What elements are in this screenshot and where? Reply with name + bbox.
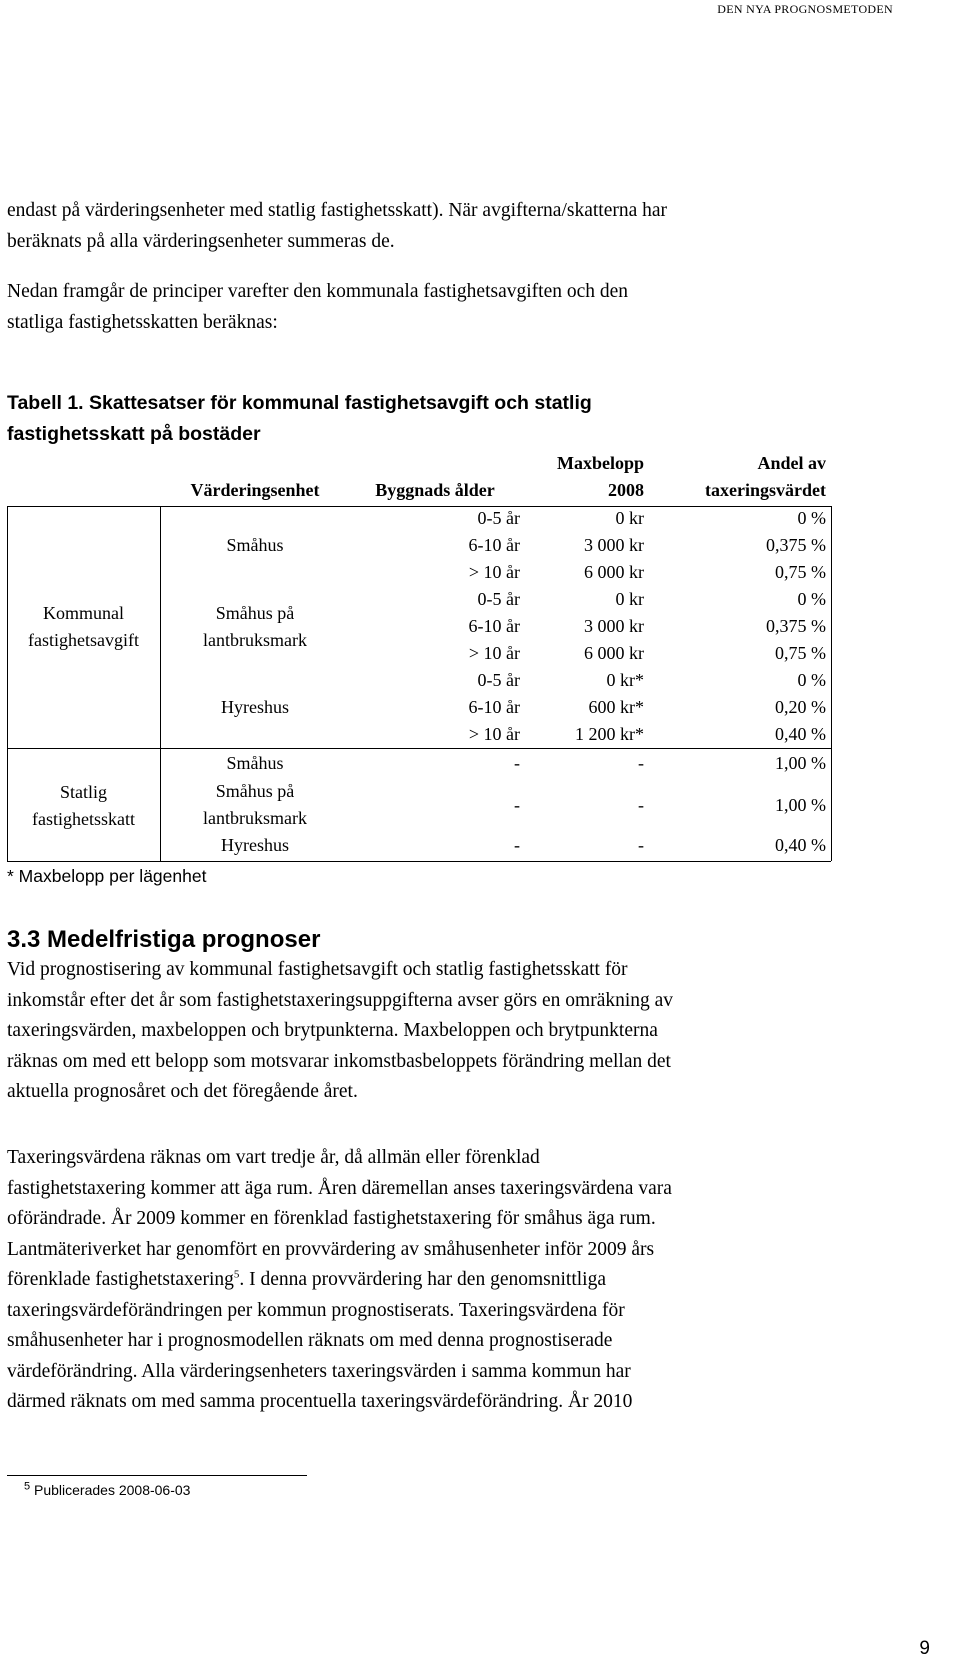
text-line: därmed räknats om med samma procentuella taxeringsvärdeförändring. År 2010: [7, 1391, 633, 1412]
cell-max: 3 000 kr: [584, 535, 644, 555]
footnote-reference: 5: [233, 1268, 240, 1281]
cell-share: 0 %: [797, 589, 826, 609]
text-line: värdeförändring. Alla värderingsenheters taxeringsvärden i samma kommun har: [7, 1360, 631, 1382]
text-line: [7, 1265, 827, 1296]
text-fragment: . I denna provvärdering har den genomsnittliga: [239, 1269, 606, 1290]
cell-max: 600 kr*: [588, 697, 644, 717]
cell-share: 0,75 %: [775, 643, 826, 663]
footnote-separator: [7, 1475, 307, 1476]
text-line: taxeringsvärden, maxbeloppen och brytpunkterna. Maxbeloppen och brytpunkterna: [7, 1020, 658, 1041]
table-right-border: [831, 506, 832, 861]
cell-share: 0,40 %: [775, 835, 826, 855]
cell-age: 0-5 år: [477, 508, 520, 528]
cell-share: 1,00 %: [775, 753, 826, 773]
header-age: Byggnads ålder: [375, 480, 495, 500]
text-line: Taxeringsvärdena räknas om vart tredje år, då allmän eller förenklad: [7, 1147, 540, 1168]
table-bottom-rule: [7, 861, 831, 862]
cell-max: -: [638, 795, 644, 815]
cell-max: 0 kr: [615, 589, 644, 609]
group-statlig-line1: Statlig: [59, 782, 107, 802]
header-share-line1: Andel av: [757, 453, 826, 473]
table-note: * Maxbelopp per lägenhet: [7, 866, 207, 886]
section-paragraph-1: [7, 955, 827, 1108]
text-line: fastighetstaxering kommer att äga rum. Åren däremellan anses taxeringsvärdena vara: [7, 1177, 672, 1199]
cell-share: 0 %: [797, 508, 826, 528]
unit-statlig-smahus-lantbruk-line1: Småhus på: [215, 781, 295, 801]
cell-max: 3 000 kr: [584, 616, 644, 636]
header-unit: Värderingsenhet: [190, 480, 320, 500]
cell-share: 0,75 %: [775, 562, 826, 582]
footnote-text: Publicerades 2008-06-03: [34, 1482, 191, 1498]
cell-share: 0 %: [797, 670, 826, 690]
cell-age: 0-5 år: [477, 670, 520, 690]
page-number: 9: [919, 1638, 930, 1659]
cell-age: 6-10 år: [468, 535, 520, 555]
group-statlig-line2: fastighetsskatt: [32, 809, 135, 829]
cell-share: 0,375 %: [766, 616, 826, 636]
group-separator: [7, 748, 831, 749]
unit-smahus-lantbruk-line1: Småhus på: [215, 603, 295, 623]
unit-smahus-lantbruk-line2: lantbruksmark: [203, 630, 307, 650]
header-max-line1: Maxbelopp: [556, 453, 644, 473]
cell-age: > 10 år: [468, 562, 520, 582]
cell-age: 6-10 år: [468, 697, 520, 717]
unit-hyreshus: Hyreshus: [221, 697, 289, 717]
cell-share: 0,375 %: [766, 535, 826, 555]
cell-share: 0,40 %: [775, 724, 826, 744]
text-line: beräknats på alla värderingsenheter summeras de.: [7, 230, 395, 252]
text-line: Nedan framgår de principer varefter den kommunala fastighetsavgiften och den: [7, 281, 629, 302]
cell-age: -: [514, 795, 520, 815]
text-line: småhusenheter har i prognosmodellen räknats om med denna prognostiserade: [7, 1330, 613, 1351]
table-title-line: Tabell 1. Skattesatser för kommunal fastighetsavgift och statlig: [7, 392, 592, 414]
group-kommunal-line1: Kommunal: [43, 603, 124, 623]
section-heading: 3.3 Medelfristiga prognoser: [7, 926, 321, 953]
text-line: Vid prognostisering av kommunal fastighetsavgift och statlig fastighetsskatt för: [7, 959, 628, 980]
cell-age: 6-10 år: [468, 616, 520, 636]
footnote: [24, 1482, 190, 1498]
cell-max: -: [638, 835, 644, 855]
cell-share: 1,00 %: [775, 795, 826, 815]
unit-statlig-smahus: Småhus: [226, 753, 284, 773]
text-line: räknas om med ett belopp som motsvarar inkomstbasbeloppets förändring mellan det: [7, 1050, 671, 1072]
cell-share: 0,20 %: [775, 697, 826, 717]
text-line: endast på värderingsenheter med statlig fastighetsskatt). När avgifterna/skatterna har: [7, 200, 668, 221]
text-line: taxeringsvärdeförändringen per kommun prognostiserats. Taxeringsvärdena för: [7, 1299, 625, 1321]
cell-age: 0-5 år: [477, 589, 520, 609]
text-line: aktuella prognosåret och det föregående året.: [7, 1081, 358, 1102]
header-share-line2: taxeringsvärdet: [705, 480, 826, 500]
footnote-marker: 5: [24, 1480, 31, 1493]
intro-paragraph-2: [7, 277, 807, 338]
text-line: oförändrade. År 2009 kommer en förenklad fastighetstaxering för småhus äga rum.: [7, 1208, 656, 1229]
cell-age: > 10 år: [468, 724, 520, 744]
table-left-border: [7, 506, 8, 861]
text-line: statliga fastighetsskatten beräknas:: [7, 311, 278, 333]
cell-max: -: [638, 753, 644, 773]
cell-age: > 10 år: [468, 643, 520, 663]
cell-max: 0 kr: [615, 508, 644, 528]
header-max-line2: 2008: [608, 480, 644, 500]
table-title: [7, 388, 592, 450]
text-line: Lantmäteriverket har genomfört en provvärdering av småhusenheter inför 2009 års: [7, 1238, 655, 1260]
section-paragraph-2: [7, 1143, 827, 1418]
header-rule: [7, 506, 831, 507]
cell-age: -: [514, 753, 520, 773]
unit-statlig-hyreshus: Hyreshus: [221, 835, 289, 855]
cell-max: 6 000 kr: [584, 562, 644, 582]
table-title-line: fastighetsskatt på bostäder: [7, 423, 261, 445]
intro-paragraph-1: [7, 196, 807, 257]
text-fragment: förenklade fastighetstaxering: [7, 1269, 234, 1290]
text-line: inkomstår efter det år som fastighetstaxeringsuppgifterna avser görs en omräkning av: [7, 989, 674, 1011]
cell-max: 0 kr*: [606, 670, 644, 690]
cell-age: -: [514, 835, 520, 855]
running-header: DEN NYA PROGNOSMETODEN: [717, 2, 893, 16]
cell-max: 6 000 kr: [584, 643, 644, 663]
unit-statlig-smahus-lantbruk-line2: lantbruksmark: [203, 808, 307, 828]
unit-smahus: Småhus: [226, 535, 284, 555]
group-kommunal-line2: fastighetsavgift: [28, 630, 139, 650]
cell-max: 1 200 kr*: [575, 724, 644, 744]
